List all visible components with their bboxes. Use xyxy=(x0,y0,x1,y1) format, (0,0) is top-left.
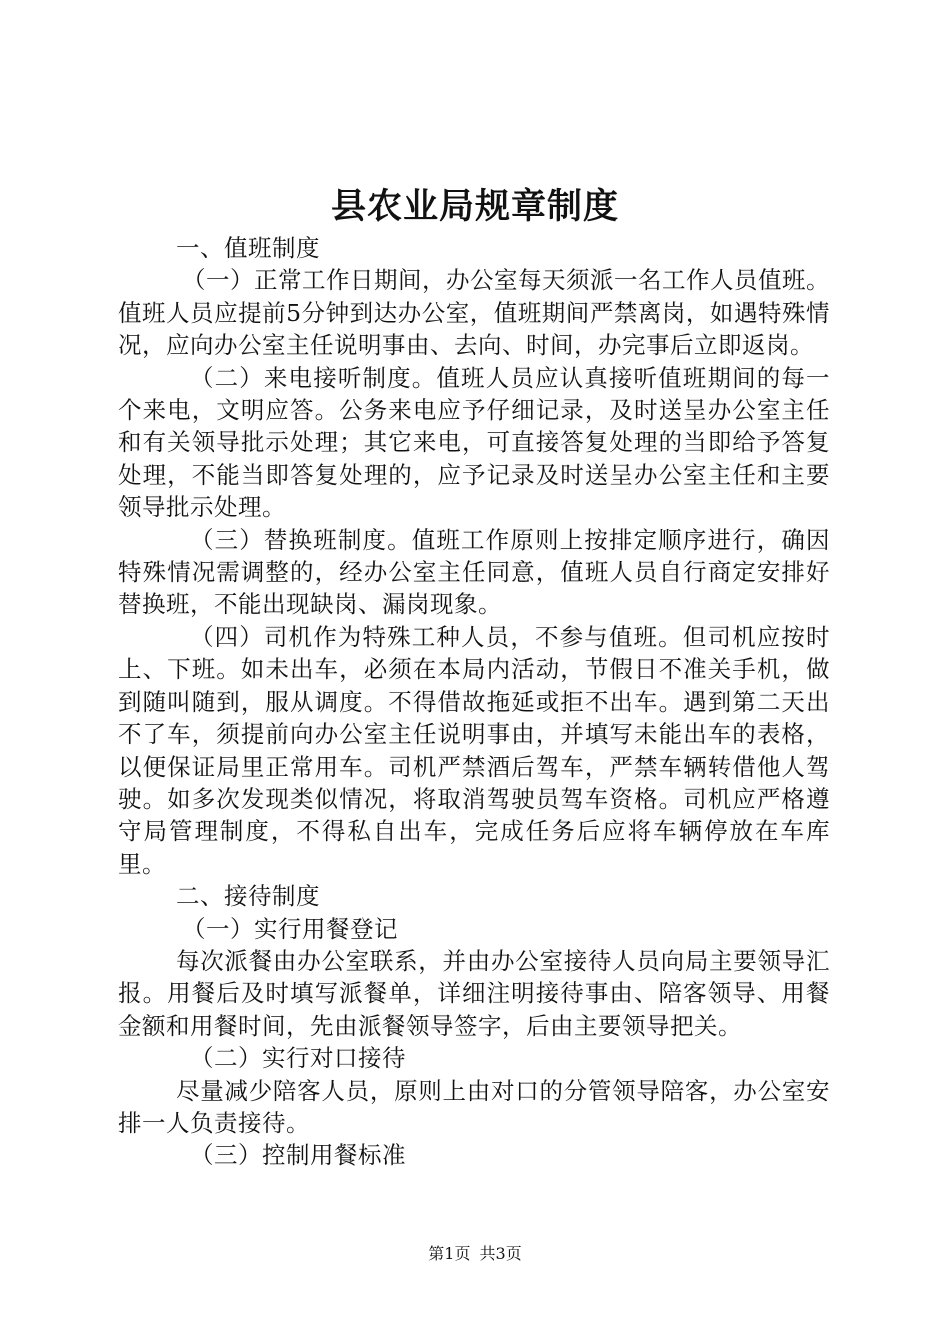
paragraph: （三）替换班制度。值班工作原则上按排定顺序进行，确因特殊情况需调整的，经办公室主任同意，值班人员自行商定安排好替换班，不能出现缺岗、漏岗现象。 xyxy=(118,525,830,619)
subsection-heading: （二）实行对口接待 xyxy=(190,1044,406,1073)
paragraph: （一）正常工作日期间，办公室每天须派一名工作人员值班。值班人员应提前5分钟到达办公室，值班期间严禁离岗，如遇特殊情况，应向办公室主任说明事由、去向、时间，办完事后立即返岗。 xyxy=(118,266,830,360)
section-heading: 一、值班制度 xyxy=(176,234,320,262)
paragraph: 尽量减少陪客人员，原则上由对口的分管领导陪客，办公室安排一人负责接待。 xyxy=(118,1076,830,1137)
paragraph: （二）来电接听制度。值班人员应认真接听值班期间的每一个来电，文明应答。公务来电应予仔细记录，及时送呈办公室主任和有关领导批示处理；其它来电，可直接答复处理的当即给予答复处理，不能当即答复处理的，应予记录及时送呈办公室主任和主要领导批示处理。 xyxy=(118,363,830,522)
document-body xyxy=(118,232,830,1172)
paragraph: （四）司机作为特殊工种人员，不参与值班。但司机应按时上、下班。如未出车，必须在本局内活动，节假日不准关手机，做到随叫随到，服从调度。不得借故拖延或拒不出车。遇到第二天出不了车，须提前向办公室主任说明事由，并填写未能出车的表格，以便保证局里正常用车。司机严禁酒后驾车，严禁车辆转借他人驾驶。如多次发现类似情况，将取消驾驶员驾车资格。司机应严格遵守局管理制度，不得私自出车，完成任务后应将车辆停放在车库里。 xyxy=(118,622,830,878)
subsection-heading: （一）实行用餐登记 xyxy=(182,914,398,943)
page-total: 共3页 xyxy=(479,1244,522,1263)
subsection-heading: （三）控制用餐标准 xyxy=(190,1141,406,1170)
paragraph: 每次派餐由办公室联系，并由办公室接待人员向局主要领导汇报。用餐后及时填写派餐单，详细注明接待事由、陪客领导、用餐金额和用餐时间，先由派餐领导签字，后由主要领导把关。 xyxy=(118,946,830,1040)
page-number: 第1页 xyxy=(428,1244,471,1263)
section-heading: 二、接待制度 xyxy=(176,882,320,911)
page-title: 县农业局规章制度 xyxy=(330,186,619,227)
page-footer xyxy=(0,1242,950,1266)
